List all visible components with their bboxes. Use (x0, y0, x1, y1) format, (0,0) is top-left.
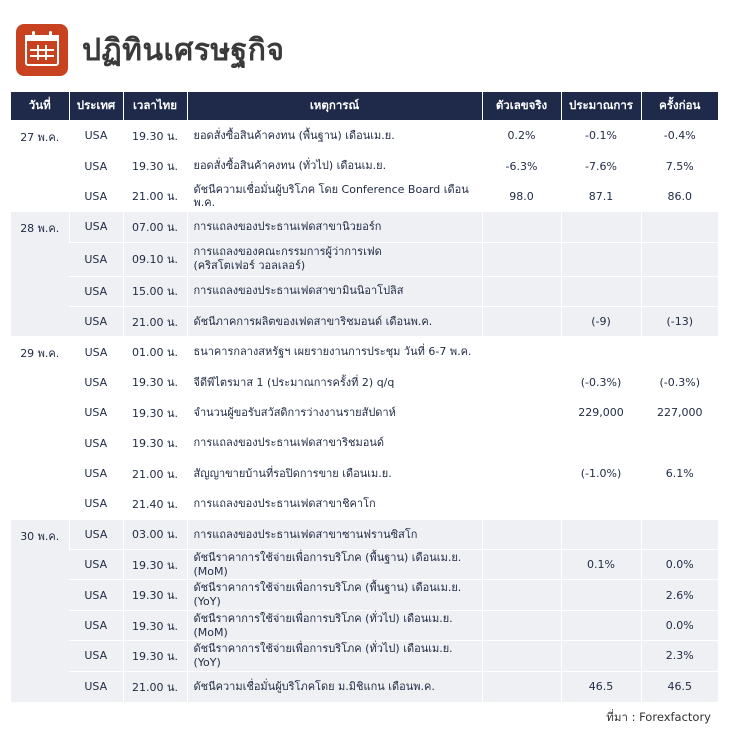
previous-cell (641, 428, 718, 458)
event-cell (187, 641, 482, 671)
date-cell: 30 พ.ค. (11, 519, 69, 701)
previous-cell (641, 276, 718, 306)
table-row (11, 458, 718, 488)
previous-cell: 46.5 (641, 671, 718, 701)
time-cell: 15.00 น. (123, 276, 187, 306)
actual-cell: 0.2% (482, 121, 561, 151)
table-row (11, 276, 718, 306)
table-row (11, 489, 718, 519)
event-text: ธนาคารกลางสหรัฐฯ เผยรายงานการประชุม วันที่ 6-7 พ.ค. (193, 345, 472, 359)
event-text-line2: (คริสโตเฟอร์ วอลเลอร์) (193, 259, 306, 273)
table-row (11, 610, 718, 640)
forecast-cell (561, 519, 641, 549)
event-text: การแถลงของประธานเฟดสาขาซานฟรานซิสโก (193, 527, 418, 541)
forecast-cell (561, 242, 641, 276)
actual-cell (482, 580, 561, 610)
time-cell: 21.00 น. (123, 671, 187, 701)
forecast-cell: 87.1 (561, 181, 641, 211)
table-row (11, 212, 718, 242)
event-text: ดัชนีราคาการใช้จ่ายเพื่อการบริโภค (พื้นฐาน) เดือนเม.ย. (YoY) (193, 581, 462, 609)
forecast-cell: (-9) (561, 306, 641, 336)
forecast-cell (561, 337, 641, 367)
actual-cell (482, 519, 561, 549)
country-cell: USA (69, 276, 123, 306)
col-header-actual: ตัวเลขจริง (482, 92, 561, 121)
actual-cell (482, 398, 561, 428)
time-cell: 19.30 น. (123, 550, 187, 580)
event-text: จำนวนผู้ขอรับสวัสดิการว่างงานรายสัปดาห์ (193, 405, 396, 419)
event-text: ดัชนีราคาการใช้จ่ายเพื่อการบริโภค (พื้นฐาน) เดือนเม.ย. (MoM) (193, 551, 462, 578)
table-row (11, 641, 718, 671)
source-note: ที่มา : Forexfactory (606, 710, 711, 724)
actual-cell (482, 242, 561, 276)
actual-cell (482, 641, 561, 671)
forecast-cell: 0.1% (561, 550, 641, 580)
col-header-previous: ครั้งก่อน (641, 92, 718, 121)
actual-cell (482, 550, 561, 580)
previous-cell: (-13) (641, 306, 718, 336)
event-text: ดัชนีความเชื่อมั่นผู้บริโภคโดย ม.มิชิแกน เดือนพ.ค. (193, 679, 435, 693)
event-text: การแถลงของประธานเฟดสาขาริชมอนด์ (193, 436, 384, 450)
forecast-cell (561, 276, 641, 306)
event-cell (187, 489, 482, 519)
event-cell (187, 367, 482, 397)
previous-cell: 0.0% (641, 550, 718, 580)
time-cell: 19.30 น. (123, 151, 187, 181)
event-cell (187, 121, 482, 151)
previous-cell: 0.0% (641, 610, 718, 640)
time-cell: 19.30 น. (123, 580, 187, 610)
time-cell: 19.30 น. (123, 367, 187, 397)
date-cell: 29 พ.ค. (11, 337, 69, 519)
country-cell: USA (69, 121, 123, 151)
time-cell: 03.00 น. (123, 519, 187, 549)
time-cell: 19.30 น. (123, 398, 187, 428)
country-cell: USA (69, 550, 123, 580)
table-row (11, 398, 718, 428)
time-cell: 19.30 น. (123, 641, 187, 671)
previous-cell: (-0.3%) (641, 367, 718, 397)
forecast-cell (561, 428, 641, 458)
event-cell (187, 181, 482, 211)
country-cell: USA (69, 367, 123, 397)
col-header-event: เหตุการณ์ (187, 92, 482, 121)
previous-cell (641, 519, 718, 549)
actual-cell (482, 306, 561, 336)
event-text: ดัชนีความเชื่อมั่นผู้บริโภค โดย Conference Board เดือนพ.ค. (193, 182, 469, 210)
event-cell (187, 276, 482, 306)
previous-cell (641, 242, 718, 276)
actual-cell (482, 458, 561, 488)
event-text: ยอดสั่งซื้อสินค้าคงทน (ทั่วไป) เดือนเม.ย. (193, 159, 387, 173)
actual-cell (482, 276, 561, 306)
event-text: การแถลงของประธานเฟดสาขาชิคาโก (193, 497, 376, 511)
country-cell: USA (69, 519, 123, 549)
forecast-cell: -7.6% (561, 151, 641, 181)
country-cell: USA (69, 428, 123, 458)
forecast-cell: -0.1% (561, 121, 641, 151)
country-cell: USA (69, 671, 123, 701)
table-row (11, 671, 718, 701)
table-row (11, 367, 718, 397)
country-cell: USA (69, 641, 123, 671)
event-text: การแถลงของประธานเฟดสาขานิวยอร์ก (193, 219, 382, 233)
event-text: ยอดสั่งซื้อสินค้าคงทน (พื้นฐาน) เดือนเม.ย. (193, 128, 395, 142)
actual-cell: 98.0 (482, 181, 561, 211)
actual-cell (482, 489, 561, 519)
event-cell (187, 671, 482, 701)
table-row (11, 428, 718, 458)
event-text: ดัชนีราคาการใช้จ่ายเพื่อการบริโภค (ทั่วไป) เดือนเม.ย. (MoM) (193, 611, 453, 639)
previous-cell: 2.3% (641, 641, 718, 671)
economic-calendar-table (11, 92, 718, 702)
previous-cell (641, 337, 718, 367)
time-cell: 21.00 น. (123, 458, 187, 488)
event-text: ดัชนีภาคการผลิตของเฟดสาขาริชมอนด์ เดือนพ.ค. (193, 314, 433, 328)
table-row (11, 242, 718, 276)
table-row (11, 181, 718, 211)
table-row (11, 550, 718, 580)
event-text: สัญญาขายบ้านที่รอปิดการขาย เดือนเม.ย. (193, 466, 392, 480)
table-row (11, 121, 718, 151)
previous-cell: 7.5% (641, 151, 718, 181)
time-cell: 09.10 น. (123, 242, 187, 276)
previous-cell (641, 212, 718, 242)
actual-cell (482, 428, 561, 458)
previous-cell: 227,000 (641, 398, 718, 428)
event-text: การแถลงของคณะกรรมการผู้ว่าการเฟด (193, 245, 382, 259)
forecast-cell: (-0.3%) (561, 367, 641, 397)
country-cell: USA (69, 151, 123, 181)
table-row (11, 519, 718, 549)
time-cell: 01.00 น. (123, 337, 187, 367)
forecast-cell: (-1.0%) (561, 458, 641, 488)
time-cell: 19.30 น. (123, 428, 187, 458)
time-cell: 07.00 น. (123, 212, 187, 242)
country-cell: USA (69, 181, 123, 211)
event-text: ดัชนีราคาการใช้จ่ายเพื่อการบริโภค (ทั่วไป) เดือนเม.ย. (YoY) (193, 642, 453, 669)
actual-cell (482, 212, 561, 242)
table-body (11, 121, 718, 702)
country-cell: USA (69, 458, 123, 488)
event-cell (187, 428, 482, 458)
table-row (11, 306, 718, 336)
time-cell: 21.00 น. (123, 306, 187, 336)
previous-cell: -0.4% (641, 121, 718, 151)
previous-cell: 6.1% (641, 458, 718, 488)
date-cell: 28 พ.ค. (11, 212, 69, 337)
col-header-date: วันที่ (11, 92, 69, 121)
page-title: ปฏิทินเศรษฐกิจ (82, 32, 285, 68)
event-cell (187, 306, 482, 336)
country-cell: USA (69, 242, 123, 276)
event-cell (187, 610, 482, 640)
table-row (11, 151, 718, 181)
event-cell (187, 550, 482, 580)
actual-cell (482, 337, 561, 367)
previous-cell: 2.6% (641, 580, 718, 610)
forecast-cell: 229,000 (561, 398, 641, 428)
time-cell: 19.30 น. (123, 121, 187, 151)
time-cell: 21.00 น. (123, 181, 187, 211)
event-cell (187, 337, 482, 367)
forecast-cell (561, 610, 641, 640)
time-cell: 19.30 น. (123, 610, 187, 640)
event-cell (187, 398, 482, 428)
country-cell: USA (69, 489, 123, 519)
calendar-icon (16, 24, 68, 76)
country-cell: USA (69, 610, 123, 640)
actual-cell: -6.3% (482, 151, 561, 181)
event-text: จีดีพีไตรมาส 1 (ประมาณการครั้งที่ 2) q/q (193, 375, 395, 389)
actual-cell (482, 610, 561, 640)
table-row (11, 337, 718, 367)
event-cell (187, 458, 482, 488)
forecast-cell (561, 641, 641, 671)
table-row (11, 580, 718, 610)
country-cell: USA (69, 337, 123, 367)
country-cell: USA (69, 398, 123, 428)
country-cell: USA (69, 580, 123, 610)
country-cell: USA (69, 212, 123, 242)
previous-cell: 86.0 (641, 181, 718, 211)
col-header-country: ประเทศ (69, 92, 123, 121)
page-header (16, 22, 284, 78)
country-cell: USA (69, 306, 123, 336)
forecast-cell (561, 212, 641, 242)
event-cell (187, 519, 482, 549)
time-cell: 21.40 น. (123, 489, 187, 519)
forecast-cell: 46.5 (561, 671, 641, 701)
event-text: การแถลงของประธานเฟดสาขามินนิอาโปลิส (193, 284, 404, 298)
col-header-forecast: ประมาณการ (561, 92, 641, 121)
actual-cell (482, 671, 561, 701)
table-header-row (11, 92, 718, 121)
date-cell: 27 พ.ค. (11, 121, 69, 212)
actual-cell (482, 367, 561, 397)
forecast-cell (561, 580, 641, 610)
forecast-cell (561, 489, 641, 519)
event-cell (187, 212, 482, 242)
event-cell (187, 580, 482, 610)
event-cell (187, 242, 482, 276)
col-header-time: เวลาไทย (123, 92, 187, 121)
previous-cell (641, 489, 718, 519)
event-cell (187, 151, 482, 181)
